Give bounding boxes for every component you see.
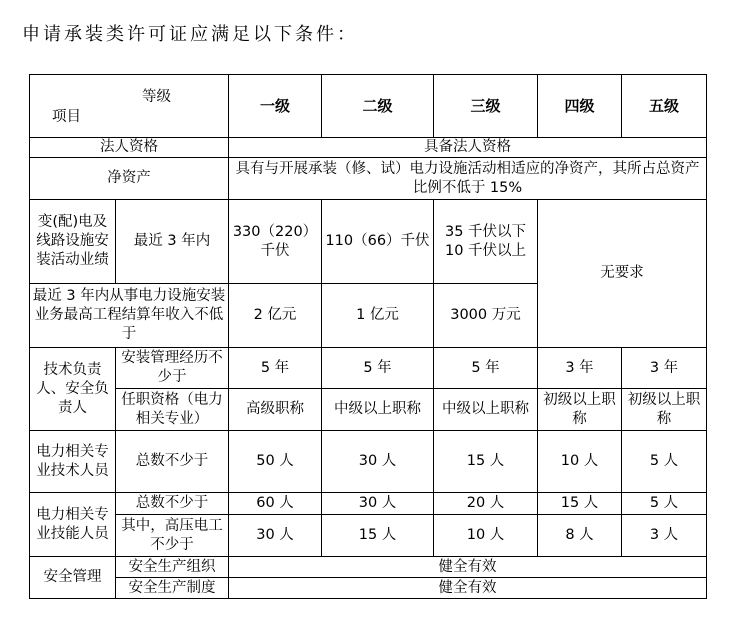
net-assets-label: 净资产: [30, 158, 229, 200]
level-1-header: 一级: [229, 75, 322, 138]
safety-rules-value: 健全有效: [229, 578, 707, 599]
lead-title-label: 任职资格（电力相关专业）: [116, 389, 229, 431]
lead-title-level-4: 初级以上职称: [538, 389, 622, 431]
level-5-header: 五级: [622, 75, 707, 138]
page-heading: 申请承装类许可证应满足以下条件：: [22, 24, 358, 45]
skilled-total-level-4: 15 人: [538, 493, 622, 515]
hv-electrician-level-1: 30 人: [229, 515, 322, 557]
lead-experience-label: 安装管理经历不少于: [116, 348, 229, 389]
skilled-staff-label: 电力相关专业技能人员: [30, 493, 116, 557]
safety-org-row: [30, 557, 707, 578]
legal-person-label: 法人资格: [30, 138, 229, 158]
lead-experience-level-3: 5 年: [434, 348, 538, 389]
tech-staff-sub-label: 总数不少于: [116, 431, 229, 493]
safety-management-label: 安全管理: [30, 557, 116, 599]
lead-experience-level-2: 5 年: [322, 348, 434, 389]
lead-title-level-2: 中级以上职称: [322, 389, 434, 431]
lead-title-row: [30, 389, 707, 431]
legal-person-row: [30, 138, 707, 158]
safety-rules-label: 安全生产制度: [116, 578, 229, 599]
tech-staff-level-1: 50 人: [229, 431, 322, 493]
income-level-3: 3000 万元: [434, 284, 538, 348]
net-assets-value: 具有与开展承装（修、试）电力设施活动相适应的净资产，其所占总资产比例不低于 15%: [229, 158, 707, 200]
tech-staff-level-2: 30 人: [322, 431, 434, 493]
lead-experience-row: [30, 348, 707, 389]
skilled-total-label: 总数不少于: [116, 493, 229, 515]
safety-org-label: 安全生产组织: [116, 557, 229, 578]
hv-electrician-level-2: 15 人: [322, 515, 434, 557]
hv-electrician-level-4: 8 人: [538, 515, 622, 557]
legal-person-value: 具备法人资格: [229, 138, 707, 158]
performance-level-3: 35 千伏以下 10 千伏以上: [434, 200, 538, 284]
lead-experience-level-5: 3 年: [622, 348, 707, 389]
performance-sub-label: 最近 3 年内: [116, 200, 229, 284]
header-row: [30, 75, 707, 138]
no-requirement-cell: 无要求: [538, 200, 707, 348]
tech-lead-label: 技术负责人、安全负责人: [30, 348, 116, 431]
skilled-total-level-2: 30 人: [322, 493, 434, 515]
grade-header-label: 等级: [142, 89, 171, 105]
hv-electrician-level-3: 10 人: [434, 515, 538, 557]
lead-title-level-1: 高级职称: [229, 389, 322, 431]
performance-level-2: 110（66）千伏: [322, 200, 434, 284]
tech-staff-level-4: 10 人: [538, 431, 622, 493]
tech-staff-row: [30, 431, 707, 493]
lead-experience-level-1: 5 年: [229, 348, 322, 389]
hv-electrician-row: [30, 515, 707, 557]
safety-org-value: 健全有效: [229, 557, 707, 578]
income-level-2: 1 亿元: [322, 284, 434, 348]
skilled-total-level-1: 60 人: [229, 493, 322, 515]
tech-staff-level-3: 15 人: [434, 431, 538, 493]
safety-rules-row: [30, 578, 707, 599]
skilled-total-level-5: 5 人: [622, 493, 707, 515]
performance-level-1: 330（220）千伏: [229, 200, 322, 284]
performance-label: 变(配)电及线路设施安装活动业绩: [30, 200, 116, 284]
level-4-header: 四级: [538, 75, 622, 138]
lead-title-level-5: 初级以上职称: [622, 389, 707, 431]
income-label: 最近 3 年内从事电力设施安装业务最高工程结算年收入不低于: [30, 284, 229, 348]
skilled-total-row: [30, 493, 707, 515]
hv-electrician-level-5: 3 人: [622, 515, 707, 557]
license-conditions-table: [29, 74, 707, 599]
level-3-header: 三级: [434, 75, 538, 138]
income-level-1: 2 亿元: [229, 284, 322, 348]
performance-row: [30, 200, 707, 284]
hv-electrician-label: 其中，高压电工不少于: [116, 515, 229, 557]
tech-staff-level-5: 5 人: [622, 431, 707, 493]
corner-header-cell: [30, 75, 229, 138]
net-assets-row: [30, 158, 707, 200]
skilled-total-level-3: 20 人: [434, 493, 538, 515]
tech-staff-label: 电力相关专业技术人员: [30, 431, 116, 493]
level-2-header: 二级: [322, 75, 434, 138]
lead-experience-level-4: 3 年: [538, 348, 622, 389]
lead-title-level-3: 中级以上职称: [434, 389, 538, 431]
item-header-label: 项目: [52, 109, 81, 125]
